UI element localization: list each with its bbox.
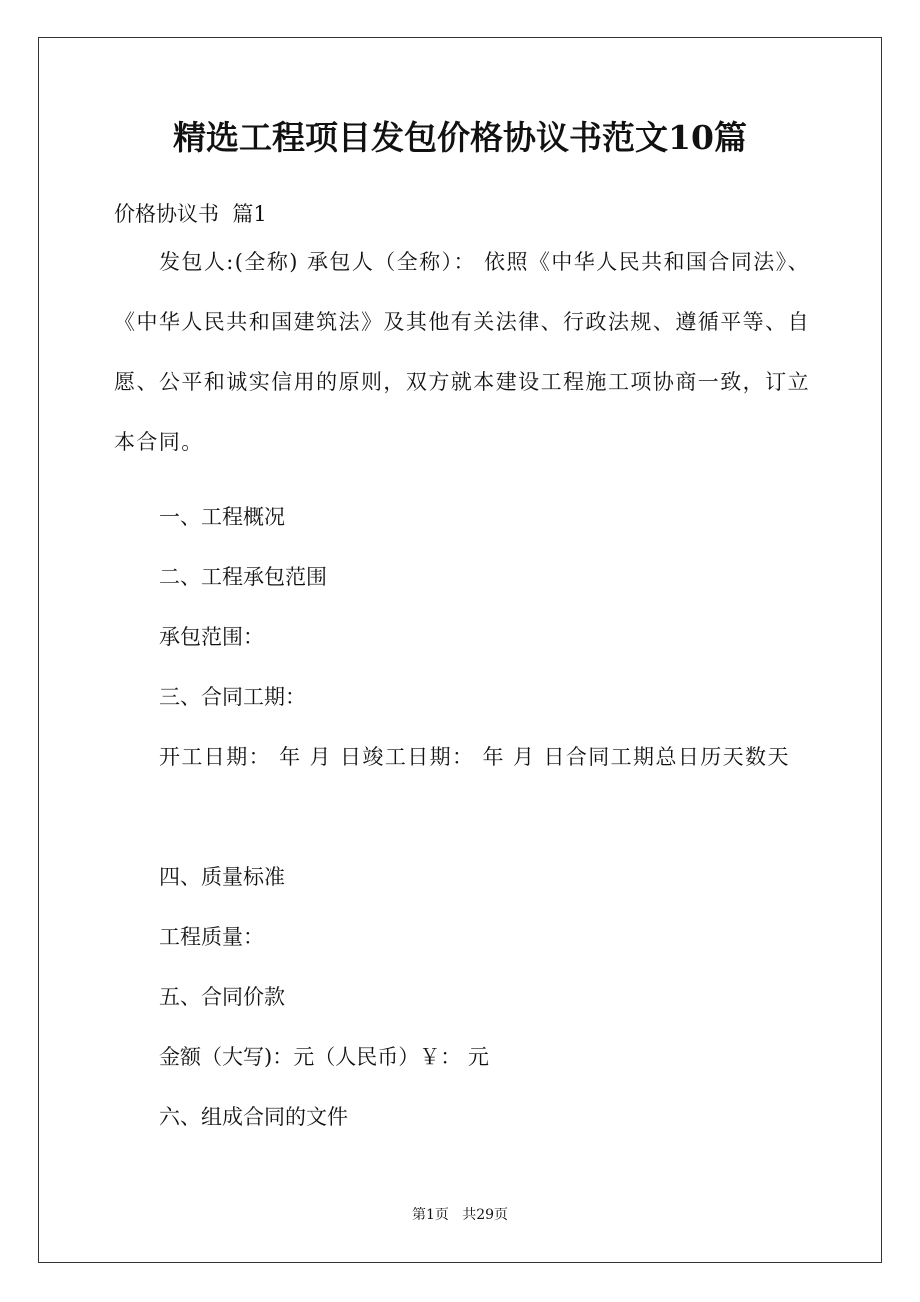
page-footer: 第1页 共29页 xyxy=(411,1207,509,1223)
paragraph-documents-heading: 六、组成合同的文件 xyxy=(159,1105,348,1129)
paragraph-price-heading: 五、合同价款 xyxy=(159,985,285,1009)
paragraph-preamble: 发包人:(全称) 承包人（全称）： 依照《中华人民共和国合同法》、《中华人民共和国建筑法》及其他有关法律、行政法规、遵循平等、自愿、公平和诚实信用的原则，双方就本建设工程施工项协商一致，订立本合同。 xyxy=(114,250,810,454)
document-title: 精选工程项目发包价格协议书范文10篇 xyxy=(173,118,747,157)
paragraph-contract-scope-heading: 二、工程承包范围 xyxy=(159,565,327,589)
paragraph-price-amount: 金额（大写)：元（人民币）￥： 元 xyxy=(159,1045,489,1069)
paragraph-quality: 工程质量： xyxy=(159,925,264,949)
paragraph-contract-period-heading: 三、合同工期： xyxy=(159,685,306,709)
section-heading: 价格协议书 篇1 xyxy=(114,202,267,226)
paragraph-contract-dates: 开工日期： 年 月 日竣工日期： 年 月 日合同工期总日历天数天 xyxy=(159,745,790,769)
paragraph-quality-heading: 四、质量标准 xyxy=(159,865,285,889)
paragraph-contract-scope: 承包范围： xyxy=(159,625,264,649)
paragraph-project-overview: 一、工程概况 xyxy=(159,505,285,529)
